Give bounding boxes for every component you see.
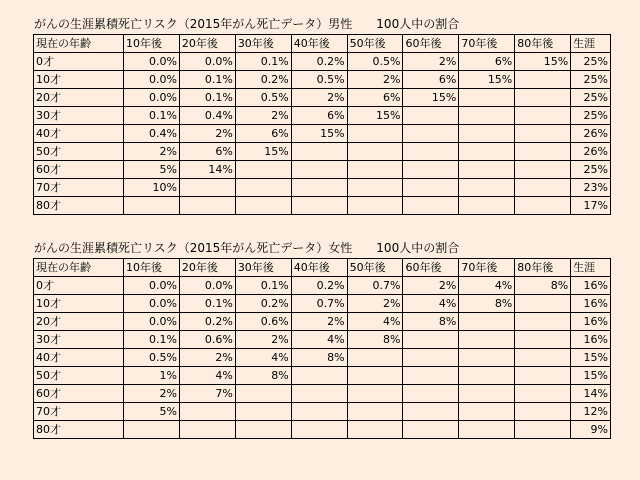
value-cell	[515, 161, 571, 179]
value-cell	[235, 421, 291, 439]
value-cell	[291, 367, 347, 385]
value-cell: 15%	[515, 53, 571, 71]
column-header: 70年後	[459, 259, 515, 277]
value-cell	[515, 295, 571, 313]
value-cell: 23%	[571, 179, 611, 197]
value-cell	[459, 313, 515, 331]
age-label-cell: 20才	[34, 89, 124, 107]
age-label-cell: 30才	[34, 331, 124, 349]
age-label-cell: 70才	[34, 403, 124, 421]
column-header: 40年後	[291, 35, 347, 53]
value-cell: 25%	[571, 107, 611, 125]
value-cell	[403, 197, 459, 215]
value-cell	[459, 143, 515, 161]
value-cell	[515, 89, 571, 107]
value-cell	[291, 179, 347, 197]
value-cell	[515, 367, 571, 385]
value-cell: 4%	[403, 295, 459, 313]
table-row	[34, 367, 611, 385]
column-header: 50年後	[347, 35, 403, 53]
column-header: 現在の年齢	[34, 35, 124, 53]
column-header: 80年後	[515, 35, 571, 53]
table-row	[34, 331, 611, 349]
value-cell	[235, 161, 291, 179]
value-cell: 0.2%	[235, 71, 291, 89]
age-label-cell: 60才	[34, 385, 124, 403]
value-cell	[347, 143, 403, 161]
value-cell: 0.2%	[235, 295, 291, 313]
value-cell: 0.1%	[179, 71, 235, 89]
value-cell	[347, 385, 403, 403]
value-cell	[179, 403, 235, 421]
value-cell: 10%	[124, 179, 180, 197]
value-cell: 0.5%	[291, 71, 347, 89]
value-cell	[179, 179, 235, 197]
value-cell: 25%	[571, 89, 611, 107]
value-cell	[403, 385, 459, 403]
age-label-cell: 10才	[34, 295, 124, 313]
value-cell: 0.1%	[124, 331, 180, 349]
value-cell	[459, 421, 515, 439]
value-cell	[403, 421, 459, 439]
age-label-cell: 80才	[34, 197, 124, 215]
value-cell: 8%	[347, 331, 403, 349]
value-cell	[515, 107, 571, 125]
column-header: 30年後	[235, 35, 291, 53]
table-row	[34, 161, 611, 179]
age-label-cell: 10才	[34, 71, 124, 89]
value-cell: 0.0%	[124, 295, 180, 313]
value-cell: 16%	[571, 277, 611, 295]
table-male	[33, 14, 611, 215]
value-cell	[459, 89, 515, 107]
table-row	[34, 313, 611, 331]
value-cell: 6%	[459, 53, 515, 71]
value-cell	[291, 161, 347, 179]
value-cell	[291, 403, 347, 421]
value-cell: 0.0%	[124, 313, 180, 331]
value-cell: 14%	[571, 385, 611, 403]
age-label-cell: 80才	[34, 421, 124, 439]
value-cell: 15%	[571, 367, 611, 385]
value-cell: 2%	[179, 349, 235, 367]
value-cell: 0.0%	[179, 53, 235, 71]
value-cell: 0.0%	[179, 277, 235, 295]
table-row	[34, 71, 611, 89]
value-cell: 15%	[571, 349, 611, 367]
value-cell: 1%	[124, 367, 180, 385]
value-cell: 15%	[459, 71, 515, 89]
column-header: 20年後	[179, 259, 235, 277]
value-cell: 0.4%	[124, 125, 180, 143]
value-cell: 2%	[124, 385, 180, 403]
value-cell	[459, 385, 515, 403]
value-cell: 6%	[403, 71, 459, 89]
value-cell: 0.2%	[179, 313, 235, 331]
value-cell: 15%	[347, 107, 403, 125]
value-cell: 4%	[347, 313, 403, 331]
value-cell	[459, 349, 515, 367]
value-cell: 5%	[124, 403, 180, 421]
value-cell	[459, 161, 515, 179]
value-cell: 7%	[179, 385, 235, 403]
column-header: 70年後	[459, 35, 515, 53]
table-row	[34, 143, 611, 161]
value-cell: 2%	[179, 125, 235, 143]
value-cell	[347, 125, 403, 143]
value-cell: 25%	[571, 53, 611, 71]
value-cell	[515, 313, 571, 331]
value-cell	[347, 421, 403, 439]
table-row	[34, 349, 611, 367]
column-header: 10年後	[124, 35, 180, 53]
value-cell: 8%	[403, 313, 459, 331]
age-label-cell: 0才	[34, 277, 124, 295]
value-cell	[515, 197, 571, 215]
value-cell: 2%	[124, 143, 180, 161]
table-row	[34, 421, 611, 439]
age-label-cell: 50才	[34, 367, 124, 385]
risk-table-female	[33, 258, 611, 439]
value-cell	[347, 403, 403, 421]
value-cell: 15%	[403, 89, 459, 107]
value-cell	[291, 143, 347, 161]
value-cell	[347, 179, 403, 197]
value-cell	[291, 421, 347, 439]
value-cell: 0.6%	[179, 331, 235, 349]
value-cell	[347, 197, 403, 215]
value-cell: 8%	[459, 295, 515, 313]
age-label-cell: 30才	[34, 107, 124, 125]
value-cell: 0.1%	[235, 277, 291, 295]
value-cell: 0.1%	[179, 295, 235, 313]
value-cell: 9%	[571, 421, 611, 439]
column-header: 50年後	[347, 259, 403, 277]
value-cell: 0.5%	[124, 349, 180, 367]
value-cell: 0.5%	[235, 89, 291, 107]
value-cell	[459, 367, 515, 385]
value-cell: 2%	[235, 331, 291, 349]
value-cell: 8%	[291, 349, 347, 367]
value-cell	[403, 331, 459, 349]
column-header: 現在の年齢	[34, 259, 124, 277]
table-row	[34, 277, 611, 295]
value-cell	[403, 107, 459, 125]
value-cell	[403, 403, 459, 421]
value-cell: 4%	[235, 349, 291, 367]
column-header: 10年後	[124, 259, 180, 277]
value-cell	[124, 197, 180, 215]
age-label-cell: 20才	[34, 313, 124, 331]
table-title-female: がんの生涯累積死亡リスク（2015年がん死亡データ）女性 100人中の割合	[34, 241, 460, 255]
value-cell: 12%	[571, 403, 611, 421]
value-cell: 0.4%	[179, 107, 235, 125]
column-header: 80年後	[515, 259, 571, 277]
value-cell	[403, 125, 459, 143]
column-header: 20年後	[179, 35, 235, 53]
value-cell: 8%	[515, 277, 571, 295]
value-cell: 0.1%	[179, 89, 235, 107]
value-cell: 14%	[179, 161, 235, 179]
value-cell: 15%	[235, 143, 291, 161]
value-cell	[347, 367, 403, 385]
value-cell: 6%	[291, 107, 347, 125]
column-header: 生涯	[571, 35, 611, 53]
value-cell: 0.0%	[124, 53, 180, 71]
value-cell	[515, 125, 571, 143]
header-row	[34, 259, 611, 277]
value-cell: 5%	[124, 161, 180, 179]
value-cell	[235, 385, 291, 403]
value-cell	[459, 331, 515, 349]
table-female	[33, 238, 611, 439]
value-cell: 16%	[571, 295, 611, 313]
age-label-cell: 40才	[34, 125, 124, 143]
value-cell: 8%	[235, 367, 291, 385]
value-cell: 17%	[571, 197, 611, 215]
value-cell	[403, 179, 459, 197]
value-cell: 2%	[291, 89, 347, 107]
age-label-cell: 0才	[34, 53, 124, 71]
value-cell	[459, 403, 515, 421]
value-cell: 2%	[235, 107, 291, 125]
value-cell: 0.2%	[291, 53, 347, 71]
value-cell: 6%	[235, 125, 291, 143]
value-cell	[403, 143, 459, 161]
column-header: 40年後	[291, 259, 347, 277]
value-cell	[515, 421, 571, 439]
value-cell	[459, 125, 515, 143]
table-row	[34, 295, 611, 313]
value-cell	[179, 197, 235, 215]
table-row	[34, 385, 611, 403]
column-header: 生涯	[571, 259, 611, 277]
column-header: 30年後	[235, 259, 291, 277]
table-title-male: がんの生涯累積死亡リスク（2015年がん死亡データ）男性 100人中の割合	[34, 17, 460, 31]
column-header: 60年後	[403, 259, 459, 277]
value-cell: 0.0%	[124, 89, 180, 107]
value-cell	[291, 197, 347, 215]
value-cell	[235, 197, 291, 215]
value-cell: 2%	[347, 71, 403, 89]
age-label-cell: 60才	[34, 161, 124, 179]
value-cell: 2%	[291, 313, 347, 331]
table-row	[34, 107, 611, 125]
value-cell: 6%	[347, 89, 403, 107]
value-cell: 0.2%	[291, 277, 347, 295]
header-row	[34, 35, 611, 53]
value-cell: 0.5%	[347, 53, 403, 71]
value-cell	[515, 349, 571, 367]
value-cell	[515, 71, 571, 89]
value-cell: 0.1%	[124, 107, 180, 125]
value-cell	[347, 161, 403, 179]
table-row	[34, 125, 611, 143]
value-cell: 2%	[403, 53, 459, 71]
value-cell: 0.0%	[124, 277, 180, 295]
value-cell: 15%	[291, 125, 347, 143]
value-cell	[235, 179, 291, 197]
value-cell: 16%	[571, 331, 611, 349]
age-label-cell: 50才	[34, 143, 124, 161]
value-cell	[124, 421, 180, 439]
value-cell	[291, 385, 347, 403]
table-row	[34, 403, 611, 421]
value-cell	[515, 385, 571, 403]
table-row	[34, 53, 611, 71]
value-cell: 16%	[571, 313, 611, 331]
value-cell	[515, 331, 571, 349]
value-cell	[459, 179, 515, 197]
value-cell	[459, 197, 515, 215]
value-cell: 0.7%	[291, 295, 347, 313]
value-cell	[179, 421, 235, 439]
value-cell: 25%	[571, 161, 611, 179]
value-cell: 26%	[571, 143, 611, 161]
value-cell	[515, 403, 571, 421]
value-cell: 0.6%	[235, 313, 291, 331]
column-header: 60年後	[403, 35, 459, 53]
value-cell	[347, 349, 403, 367]
value-cell	[515, 143, 571, 161]
value-cell: 2%	[403, 277, 459, 295]
age-label-cell: 70才	[34, 179, 124, 197]
value-cell: 0.1%	[235, 53, 291, 71]
risk-table-male	[33, 34, 611, 215]
value-cell: 4%	[179, 367, 235, 385]
value-cell	[235, 403, 291, 421]
value-cell: 26%	[571, 125, 611, 143]
value-cell	[403, 367, 459, 385]
value-cell: 4%	[459, 277, 515, 295]
value-cell: 0.7%	[347, 277, 403, 295]
value-cell: 4%	[291, 331, 347, 349]
table-row	[34, 179, 611, 197]
value-cell	[515, 179, 571, 197]
value-cell	[403, 349, 459, 367]
table-row	[34, 89, 611, 107]
value-cell: 2%	[347, 295, 403, 313]
value-cell	[459, 107, 515, 125]
table-row	[34, 197, 611, 215]
age-label-cell: 40才	[34, 349, 124, 367]
value-cell	[403, 161, 459, 179]
value-cell: 6%	[179, 143, 235, 161]
value-cell: 25%	[571, 71, 611, 89]
value-cell: 0.0%	[124, 71, 180, 89]
